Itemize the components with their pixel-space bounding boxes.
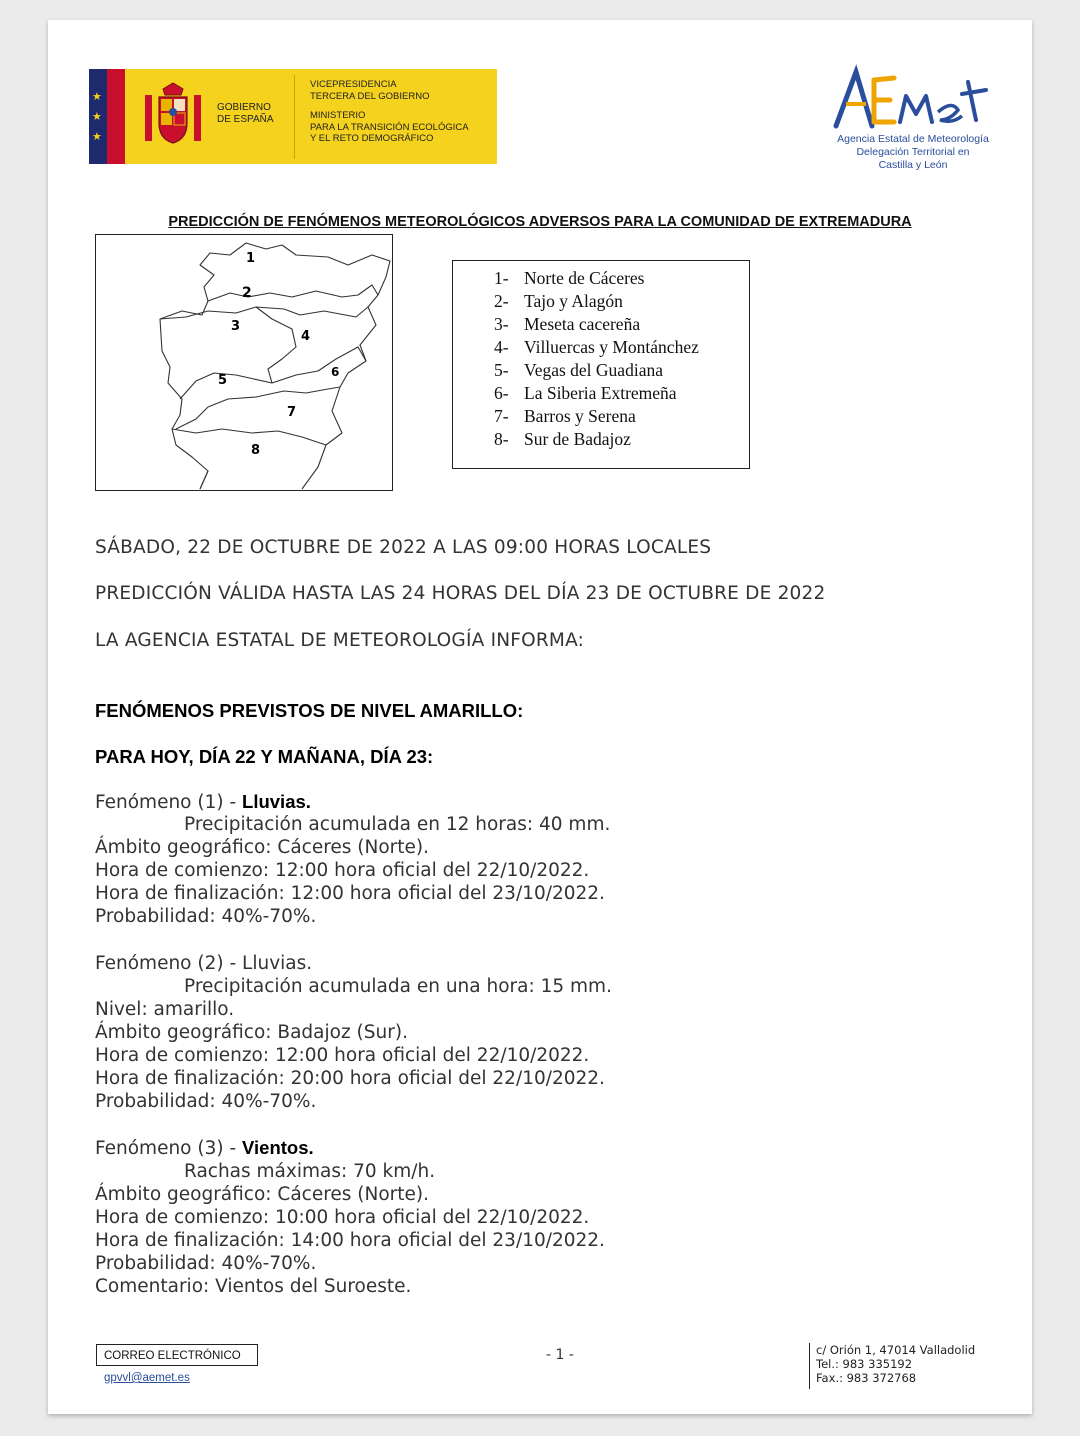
- map-zone-6-label: 6: [331, 365, 340, 379]
- phenomenon-3-comment: Comentario: Vientos del Suroeste.: [95, 1276, 412, 1297]
- map-zone-3-label: 3: [231, 319, 241, 334]
- legend-item: 8- Sur de Badajoz: [494, 429, 631, 449]
- phenomenon-2-start: Hora de comienzo: 12:00 hora oficial del 22/10/2022.: [95, 1045, 590, 1066]
- coat-of-arms-icon: [141, 81, 205, 149]
- map-drawing: [96, 235, 392, 490]
- map-zone-2-label: 2: [242, 285, 252, 301]
- document-page: [48, 20, 1032, 1414]
- aemet-logo-icon: [828, 62, 998, 132]
- map-zone-8-label: 8: [251, 443, 261, 458]
- phenomenon-2-detail: Precipitación acumulada en una hora: 15 mm.: [184, 976, 612, 997]
- gobierno-espana-text: GOBIERNO DE ESPAÑA: [217, 102, 274, 125]
- phenomenon-1-area: Ámbito geográfico: Cáceres (Norte).: [95, 837, 430, 858]
- map-zone-4-label: 4: [301, 329, 311, 344]
- phenomenon-3-detail: Rachas máximas: 70 km/h.: [184, 1161, 436, 1182]
- map-zone-7-label: 7: [287, 405, 297, 420]
- phenomenon-2-level: Nivel: amarillo.: [95, 999, 235, 1020]
- gobierno-espana-logo: [89, 69, 497, 164]
- phenomenon-2-probability: Probabilidad: 40%-70%.: [95, 1091, 317, 1112]
- legend-item: 6- La Siberia Extremeña: [494, 383, 677, 403]
- eu-flag-strip: ★ ★ ★: [89, 69, 107, 164]
- phenomenon-2-title: Fenómeno (2) - Lluvias.: [95, 953, 313, 974]
- validity-text: PREDICCIÓN VÁLIDA HASTA LAS 24 HORAS DEL DÍA 23 DE OCTUBRE DE 2022: [95, 583, 826, 604]
- phenomenon-3-area: Ámbito geográfico: Cáceres (Norte).: [95, 1184, 430, 1205]
- legend-item: 2- Tajo y Alagón: [494, 291, 623, 311]
- document-title: PREDICCIÓN DE FENÓMENOS METEOROLÓGICOS ADVERSOS PARA LA COMUNIDAD DE EXTREMADURA: [168, 214, 912, 230]
- phenomenon-3-end: Hora de finalización: 14:00 hora oficial del 23/10/2022.: [95, 1230, 605, 1251]
- ministerio-text: VICEPRESIDENCIA TERCERA DEL GOBIERNO MINISTERIO PARA LA TRANSICIÓN ECOLÓGICA Y EL RETO DEMOGRÁFICO: [310, 79, 469, 144]
- phenomenon-3-probability: Probabilidad: 40%-70%.: [95, 1253, 317, 1274]
- email-link[interactable]: gpvvl@aemet.es: [104, 1372, 190, 1384]
- page-number: - 1 -: [546, 1347, 574, 1363]
- phenomenon-2-end: Hora de finalización: 20:00 hora oficial del 22/10/2022.: [95, 1068, 605, 1089]
- phenomenon-1-detail: Precipitación acumulada en 12 horas: 40 mm.: [184, 814, 611, 835]
- phenomenon-1-title: Fenómeno (1) - Lluvias.: [95, 791, 311, 813]
- legend-item: 7- Barros y Serena: [494, 406, 636, 426]
- logo-divider: [294, 75, 295, 159]
- zones-legend: [452, 260, 750, 469]
- aemet-subtitle: Agencia Estatal de Meteorología Delegación Territorial en Castilla y León: [837, 133, 989, 171]
- phenomenon-1-start: Hora de comienzo: 12:00 hora oficial del 22/10/2022.: [95, 860, 590, 881]
- legend-item: 4- Villuercas y Montánchez: [494, 337, 699, 357]
- map-zone-1-label: 1: [246, 251, 256, 266]
- period-heading: PARA HOY, DÍA 22 Y MAÑANA, DÍA 23:: [95, 746, 434, 767]
- extremadura-zones-map: [95, 234, 393, 491]
- level-heading: FENÓMENOS PREVISTOS DE NIVEL AMARILLO:: [95, 700, 524, 721]
- spain-flag-strip: [107, 69, 125, 164]
- issued-datetime: SÁBADO, 22 DE OCTUBRE DE 2022 A LAS 09:00 HORAS LOCALES: [95, 537, 712, 558]
- email-label-box: CORREO ELECTRÓNICO: [96, 1344, 258, 1366]
- aemet-logo: [828, 62, 998, 177]
- phenomenon-2-area: Ámbito geográfico: Badajoz (Sur).: [95, 1022, 408, 1043]
- legend-item: 5- Vegas del Guadiana: [494, 360, 663, 380]
- phenomenon-3-title: Fenómeno (3) - Vientos.: [95, 1137, 314, 1159]
- legend-item: 3- Meseta cacereña: [494, 314, 641, 334]
- phenomenon-3-start: Hora de comienzo: 10:00 hora oficial del 22/10/2022.: [95, 1207, 590, 1228]
- informs-text: LA AGENCIA ESTATAL DE METEOROLOGÍA INFORMA:: [95, 630, 585, 651]
- map-zone-5-label: 5: [218, 373, 228, 388]
- legend-item: 1- Norte de Cáceres: [494, 268, 645, 288]
- address-block: c/ Orión 1, 47014 Valladolid Tel.: 983 335192 Fax.: 983 372768: [809, 1343, 975, 1389]
- phenomenon-1-end: Hora de finalización: 12:00 hora oficial del 23/10/2022.: [95, 883, 605, 904]
- phenomenon-1-probability: Probabilidad: 40%-70%.: [95, 906, 317, 927]
